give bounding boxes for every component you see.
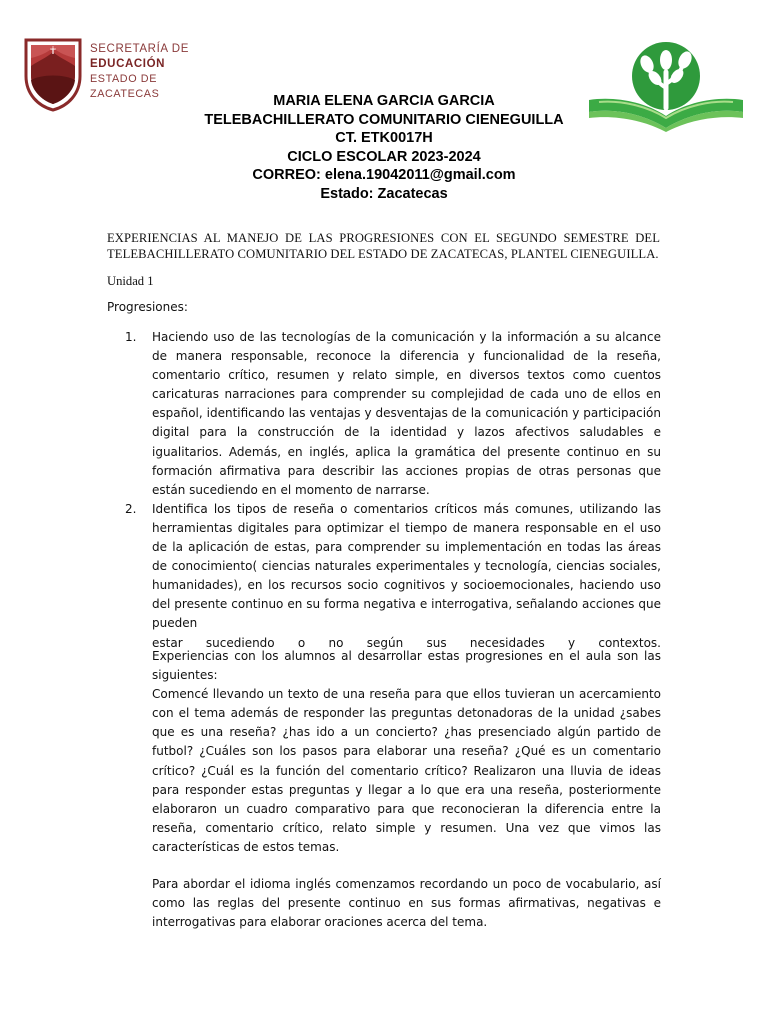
school-code: CT. ETK0017H <box>335 130 433 147</box>
list-item-text-last-line: estar sucediendo o no según sus necesidades y contextos. <box>152 635 661 650</box>
author-email: CORREO: elena.19042011@gmail.com <box>252 167 516 184</box>
school-name: TELEBACHILLERATO COMUNITARIO CIENEGUILLA <box>204 111 564 128</box>
experiences-intro: Experiencias con los alumnos al desarrollar estas progresiones en el aula son las siguientes: <box>152 649 661 683</box>
list-item <box>125 328 661 500</box>
logo-line-educacion: EDUCACIÓN <box>90 58 166 70</box>
list-item <box>125 500 661 653</box>
document-header <box>150 92 618 204</box>
progressions-heading: Progresiones: <box>107 300 188 314</box>
school-cycle: CICLO ESCOLAR 2023-2024 <box>287 148 481 165</box>
list-item-number: 2. <box>125 501 137 516</box>
experiences-paragraph: Para abordar el idioma inglés comenzamos recordando un poco de vocabulario, así como las reglas del presente continuo en sus formas afirmativas, negativas e interrogativas para elaborar oraciones acerca del tema. <box>152 877 661 930</box>
list-item-text: Haciendo uso de las tecnologías de la comunicación y la información a su alcance de manera responsable, reconoce la diferencia y funcionalidad de la reseña, comentario crítico, resumen y relato simple, en diversos textos como cuentos caricaturas narraciones para comprender su complejidad de cada uno de ellos en español, identificando las ventajas y desventajas de la comunicación y participación digital para la construcción de la identidad y lazos afectivos saludables e igualitarios. Además, en inglés, aplica la gramática del presente continuo en su formación afirmativa para describir las acciones propias de otras personas que están sucediendo en el momento de narrarse. <box>152 330 661 497</box>
unit-label: Unidad 1 <box>107 274 154 288</box>
document-title: EXPERIENCIAS AL MANEJO DE LAS PROGRESIONES CON EL SEGUNDO SEMESTRE DEL TELEBACHILLERATO COMUNITARIO DEL ESTADO DE ZACATECAS, PLANTEL CIENEGUILLA. <box>107 231 660 261</box>
list-item-text: Identifica los tipos de reseña o comentarios críticos más comunes, utilizando las herramientas digitales para optimizar el tiempo de manera responsable en el uso de la aplicación de estas, para comprender su implementación en todas las áreas de conocimiento( ciencias naturales experimentales y tecnología, ciencias sociales, humanidades), en los recursos socio cognitivos y socioemocionales, haciendo uso del presente continuo en su forma negativa e interrogativa, señalando acciones que pueden <box>152 501 661 631</box>
experiences-paragraph: Comencé llevando un texto de una reseña para que ellos tuvieran un acercamiento con el tema además de responder las preguntas detonadoras de la unidad ¿sabes que es una reseña? ¿has ido a un concierto? ¿has presenciado algún partido de futbol? ¿Cuáles son los pasos para elaborar una reseña? ¿Qué es un comentario crítico? ¿Cuál es la función del comentario crítico? Realizaron una lluvia de ideas para responder estas preguntas y llegar a lo que era una reseña, posteriormente elaboraron un cuadro comparativo para que reconocieran la diferencia entre la reseña, comentario crítico, relato simple y resumen. Una vez que vimos las características de estos temas. <box>152 687 661 854</box>
author-state: Estado: Zacatecas <box>320 185 448 202</box>
list-item-number: 1. <box>125 330 137 344</box>
logo-line-estado: ESTADO DE ZACATECAS <box>90 73 160 100</box>
zacatecas-seal-icon <box>22 36 84 112</box>
logo-line-secretaria: SECRETARÍA DE <box>90 43 189 55</box>
paragraph-spacer <box>152 857 661 875</box>
author-name: MARIA ELENA GARCIA GARCIA <box>273 93 495 109</box>
experiences-section <box>152 647 661 932</box>
progressions-list <box>125 328 661 653</box>
